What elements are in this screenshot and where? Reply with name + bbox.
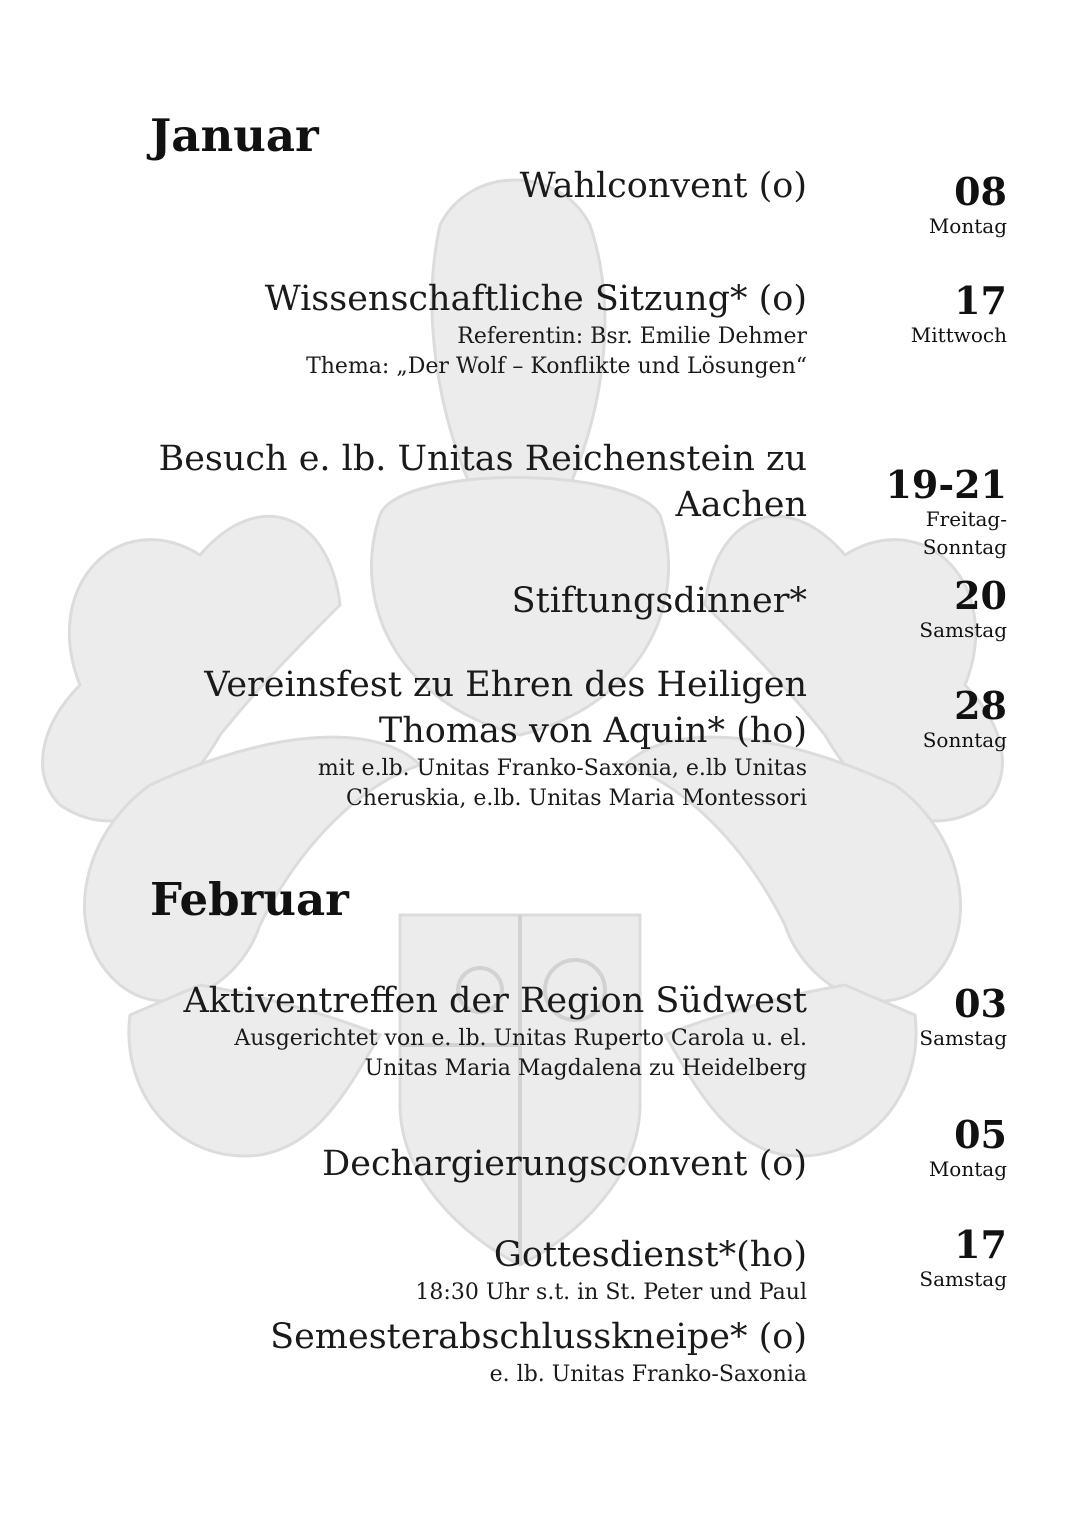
event-besuch-reichenstein (107, 436, 807, 528)
event-title: Vereinsfest zu Ehren des Heiligen (204, 665, 807, 705)
event-subtitle: Ausgerichtet von e. lb. Unitas Ruperto Carola u. el. (234, 1026, 807, 1051)
event-date-wissenschaftliche-sitzung (910, 278, 1007, 349)
month-heading-januar: Januar (150, 109, 319, 162)
date-weekday: Freitag- (925, 507, 1007, 531)
date-weekday: Sonntag (922, 728, 1007, 752)
event-title: Dechargierungsconvent (o) (322, 1144, 807, 1184)
event-date-gottesdienst (919, 1222, 1007, 1293)
event-title: Wahlconvent (o) (519, 166, 807, 206)
event-subtitle: Thema: „Der Wolf – Konflikte und Lösungen“ (306, 354, 807, 379)
event-title: Besuch e. lb. Unitas Reichenstein zu (158, 439, 807, 479)
event-gottesdienst (107, 1232, 807, 1308)
event-date-vereinsfest (922, 683, 1007, 754)
event-subtitle: e. lb. Unitas Franko-Saxonia (489, 1362, 807, 1387)
event-title: Gottesdienst*(ho) (493, 1235, 807, 1275)
date-weekday: Samstag (919, 1267, 1007, 1291)
date-day: 03 (954, 981, 1007, 1026)
date-weekday: Montag (928, 1157, 1007, 1181)
event-subtitle: Referentin: Bsr. Emilie Dehmer (457, 324, 807, 349)
date-day: 05 (954, 1112, 1007, 1157)
event-subtitle: Unitas Maria Magdalena zu Heidelberg (364, 1056, 807, 1081)
event-date-stiftungsdinner (919, 573, 1007, 644)
event-vereinsfest (107, 662, 807, 814)
event-wissenschaftliche-sitzung (107, 276, 807, 382)
event-subtitle: mit e.lb. Unitas Franko-Saxonia, e.lb Unitas (317, 756, 807, 781)
date-weekday: Montag (928, 214, 1007, 238)
date-day: 20 (954, 573, 1007, 618)
date-day: 19-21 (885, 462, 1007, 507)
date-day: 17 (954, 1222, 1007, 1267)
date-day: 08 (954, 169, 1007, 214)
event-title: Stiftungsdinner* (511, 581, 807, 621)
event-date-dechargierungsconvent (928, 1112, 1007, 1183)
event-stiftungsdinner (107, 578, 807, 624)
event-semesterabschlusskneipe (107, 1314, 807, 1390)
event-wahlconvent (107, 163, 807, 209)
month-heading-februar: Februar (150, 873, 349, 926)
event-title: Aktiventreffen der Region Südwest (183, 981, 807, 1021)
event-aktiventreffen (107, 978, 807, 1084)
event-date-aktiventreffen (919, 981, 1007, 1052)
date-day: 28 (954, 683, 1007, 728)
event-date-wahlconvent (928, 169, 1007, 240)
event-subtitle: 18:30 Uhr s.t. in St. Peter und Paul (415, 1280, 807, 1305)
event-title: Thomas von Aquin* (ho) (378, 711, 807, 751)
date-weekday: Sonntag (922, 535, 1007, 559)
date-weekday: Samstag (919, 1026, 1007, 1050)
date-weekday: Mittwoch (910, 323, 1007, 347)
date-day: 17 (954, 278, 1007, 323)
event-date-besuch-reichenstein (885, 462, 1007, 561)
event-title: Semesterabschlusskneipe* (o) (270, 1317, 807, 1357)
event-subtitle: Cheruskia, e.lb. Unitas Maria Montessori (345, 786, 807, 811)
event-dechargierungsconvent (107, 1141, 807, 1187)
date-weekday: Samstag (919, 618, 1007, 642)
event-title: Wissenschaftliche Sitzung* (o) (264, 279, 807, 319)
event-title: Aachen (675, 485, 807, 525)
